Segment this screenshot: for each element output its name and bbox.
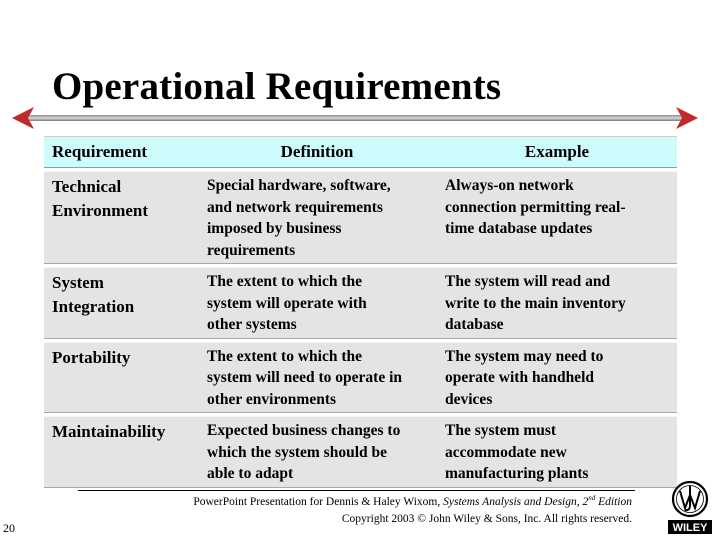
- cell-line: Integration: [52, 297, 135, 316]
- footer-edition-word: Edition: [595, 496, 632, 508]
- cell-line: which the system should be: [207, 443, 387, 461]
- cell-line: write to the main inventory: [445, 294, 626, 312]
- cell-line: Portability: [52, 347, 131, 367]
- cell-line: The extent to which the: [207, 273, 362, 290]
- header-requirement: Requirement: [44, 136, 197, 168]
- table-header-row: [44, 136, 677, 168]
- header-definition: Definition: [197, 136, 437, 168]
- double-arrow-divider: [12, 104, 698, 132]
- table-row: [44, 342, 677, 414]
- example-cell: [437, 267, 677, 339]
- slide-number: 20: [3, 521, 15, 535]
- requirement-cell: [44, 342, 197, 414]
- requirement-cell: [44, 171, 197, 264]
- cell-line: system will need to operate in: [207, 369, 403, 386]
- wiley-logo: [666, 478, 714, 536]
- table-row: [44, 416, 677, 488]
- cell-line: operate with handheld: [445, 369, 594, 386]
- definition-cell: [197, 342, 437, 414]
- footer-book-name: Systems Analysis and Design, 2: [443, 496, 589, 508]
- cell-line: Maintainability: [52, 422, 166, 441]
- cell-line: requirements: [207, 241, 296, 259]
- footer-presentation-line: [72, 494, 632, 511]
- requirements-table: [44, 133, 677, 491]
- footer-credits: [72, 494, 632, 528]
- requirement-cell: [44, 267, 197, 339]
- cell-line: time database updates: [445, 220, 593, 237]
- definition-cell: [197, 267, 437, 339]
- footer-book-title: [443, 496, 632, 508]
- logo-wordmark: WILEY: [672, 522, 708, 534]
- cell-line: imposed by business: [207, 220, 342, 237]
- header-example: Example: [437, 136, 677, 168]
- cell-line: Special hardware, software,: [207, 177, 391, 194]
- cell-line: manufacturing plants: [445, 465, 589, 482]
- footer-rule: [78, 490, 635, 491]
- cell-line: able to adapt: [207, 465, 294, 482]
- cell-line: Always-on network: [445, 177, 574, 194]
- cell-line: system will operate with: [207, 294, 367, 312]
- cell-line: The system may need to: [445, 347, 604, 365]
- footer-prefix: PowerPoint Presentation for Dennis & Haley Wixom,: [193, 496, 444, 508]
- cell-line: connection permitting real-: [445, 198, 626, 216]
- footer-edition-sup: nd: [588, 494, 596, 503]
- cell-line: other environments: [207, 390, 337, 408]
- cell-line: The system will read and: [445, 273, 611, 290]
- cell-line: database: [445, 316, 504, 333]
- cell-line: devices: [445, 390, 493, 408]
- cell-line: Environment: [52, 201, 149, 220]
- definition-cell: [197, 416, 437, 488]
- cell-line: The extent to which the: [207, 347, 362, 365]
- cell-line: other systems: [207, 316, 297, 333]
- table-row: [44, 171, 677, 264]
- table-row: [44, 267, 677, 339]
- slide-title: Operational Requirements: [52, 65, 502, 108]
- cell-line: The system must: [445, 422, 557, 439]
- requirement-cell: [44, 416, 197, 488]
- example-cell: [437, 416, 677, 488]
- example-cell: [437, 342, 677, 414]
- cell-line: Expected business changes to: [207, 422, 401, 439]
- cell-line: and network requirements: [207, 198, 383, 216]
- example-cell: [437, 171, 677, 264]
- cell-line: System: [52, 273, 104, 292]
- footer-copyright: Copyright 2003 © John Wiley & Sons, Inc. All rights reserved.: [341, 513, 632, 525]
- cell-line: accommodate new: [445, 443, 567, 461]
- definition-cell: [197, 171, 437, 264]
- cell-line: Technical: [52, 177, 122, 196]
